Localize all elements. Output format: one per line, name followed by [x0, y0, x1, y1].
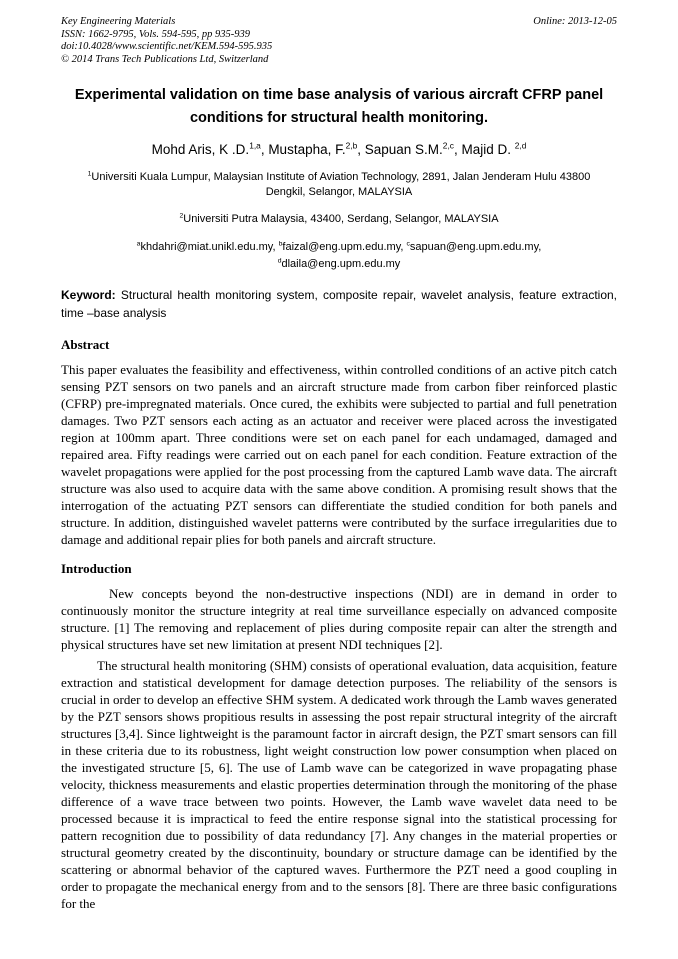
abstract-heading: Abstract — [61, 337, 110, 353]
email-address: faizal@eng.upm.edu.my, — [282, 241, 407, 254]
author-affil-mark: 2,b — [345, 140, 358, 151]
email-line-1 — [61, 239, 617, 256]
affiliation-1 — [74, 170, 604, 200]
email-mark: a — [136, 240, 141, 248]
journal-issn-line: ISSN: 1662-9795, Vols. 594-595, pp 935-939 — [61, 28, 250, 40]
affiliation-2 — [74, 212, 604, 227]
affiliation-mark: 1 — [87, 170, 92, 178]
journal-header — [61, 16, 617, 66]
journal-name: Key Engineering Materials — [61, 16, 176, 27]
affiliation-text: Universiti Kuala Lumpur, Malaysian Institute of Aviation Technology, 2891, Jalan Jenderam Hulu 43800 Dengkil, Selangor, MALAYSIA — [91, 171, 591, 199]
author-name: Mohd Aris, K .D. — [151, 142, 250, 158]
online-date: Online: 2013-12-05 — [533, 16, 617, 27]
journal-info-block — [61, 16, 272, 66]
author-affil-mark: 2,d — [514, 140, 527, 151]
email-mark: d — [277, 257, 282, 265]
affiliation-text: Universiti Putra Malaysia, 43400, Serdang, Selangor, MALAYSIA — [183, 213, 499, 226]
abstract-text: This paper evaluates the feasibility and effectiveness, within controlled conditions of an active pitch catch sensing PZT sensors on two panels and an aircraft structure made from carbon fiber reinforced plastic (CFRP) pre-impregnated materials. Once cured, the exhibits were subjected to partial and full penetration damages. Two PZT sensors each acting as an actuator and receiver were placed across the investigated region at 100mm apart. Three conditions were set on each panel for each undamaged, damaged and repaired area. Fifty readings were carried out on each panel for each condition. Feature extraction of the wavelet propagations were applied for the post processing from the captured Lamb wave data. The aircraft structure was also used to acquire data with the same above condition. A promising result shows that the interrogation of the actuating PZT sensors can differentiate the studied condition for both panels and structure. In addition, distinguished wavelet patterns were contributed by the surface irregularities due to damage and additional repair plies for both panels and aircraft structure. — [61, 362, 617, 548]
email-address: dlaila@eng.upm.edu.my — [281, 257, 401, 270]
author-affil-mark: 2,c — [442, 140, 454, 151]
intro-paragraph-1: New concepts beyond the non-destructive inspections (NDI) are in demand in order to continuously monitor the structure integrity at real time surveillance especially on advanced composite structure. [1] The removing and replacement of plies during composite repair can alter the strength and physical structures have set new limitation at present NDI techniques [2]. — [61, 586, 617, 653]
author-name: , Majid D. — [453, 142, 515, 158]
journal-doi-line: doi:10.4028/www.scientific.net/KEM.594-595.935 — [61, 41, 273, 53]
author-name: , Mustapha, F. — [260, 142, 346, 158]
intro-paragraph-2: The structural health monitoring (SHM) consists of operational evaluation, data acquisition, feature extraction and statistical development for damage detection purposes. The reliability of the sensors is crucial in order to develop an effective SHM system. A dedicated work through the Lamb waves generated by the PZT sensors shows propitious results in assessing the post repair structural integrity of the aircraft structures [3,4]. Since lightweight is the paramount factor in aircraft design, the PZT smart sensors can fill in these criteria due to its robustness, light weight construction low power consumption when placed on the investigated structure [5, 6]. The use of Lamb wave can be categorized in wave propagating phase velocity, thickness measurements and elastic properties determination through the monitoring of the phase difference of a wave trace between two points. However, the Lamb wave wavelet data need to be processed because it is impractical to feed the entire response signal into the statistical processing for pattern recognition due to possibility of data redundancy [7]. Any changes in the material properties or structural geometry created by the discontinuity, boundary or structure damage can be identified by the scattering or abnormal behavior of the captured waves. Furthermore the PZT need a good coupling in order to propagate the mechanical energy from and to the sensors [8]. There are three basic configurations for the — [61, 658, 617, 912]
paper-title: Experimental validation on time base analysis of various aircraft CFRP panel conditions for structural health monitoring. — [74, 87, 604, 126]
email-address: sapuan@eng.upm.edu.my, — [409, 241, 542, 254]
keywords-label: Keyword: — [61, 288, 116, 303]
email-mark: c — [406, 240, 410, 248]
author-emails — [61, 239, 617, 272]
keywords-text: Structural health monitoring system, composite repair, wavelet analysis, feature extraction, time –base analysis — [61, 288, 617, 321]
email-mark: b — [278, 240, 283, 248]
introduction-heading: Introduction — [61, 561, 132, 577]
email-address: khdahri@miat.unikl.edu.my, — [140, 241, 279, 254]
author-name: , Sapuan S.M. — [357, 142, 443, 158]
keywords-line — [61, 286, 617, 322]
author-line — [61, 141, 617, 158]
journal-copyright-line: © 2014 Trans Tech Publications Ltd, Switzerland — [61, 53, 269, 65]
affiliation-mark: 2 — [179, 212, 184, 220]
email-line-2 — [61, 256, 617, 273]
author-affil-mark: 1,a — [249, 140, 261, 151]
